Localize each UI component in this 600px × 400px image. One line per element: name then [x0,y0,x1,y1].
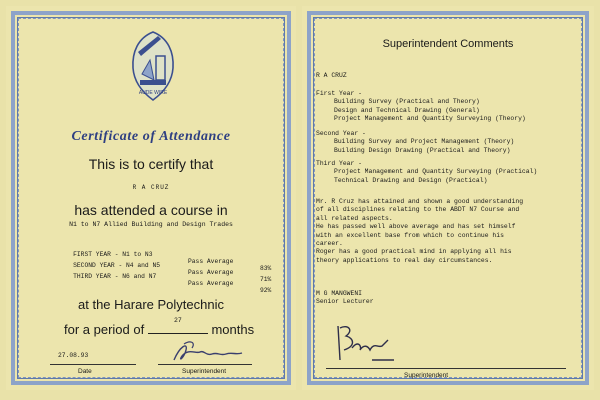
period-line [64,317,255,337]
period-value: 27 [173,317,182,324]
recipient-name: R A CRUZ [132,184,170,191]
pass-percent: 92% [260,287,272,294]
period-suffix: months [211,322,255,337]
signatory-title: Senior Lecturer [316,298,374,306]
subject-line: Building Survey and Project Management (Theory) [334,138,515,146]
paragraph-line: all related aspects. [316,214,393,222]
pass-percent: 83% [260,265,272,272]
paragraph-line: He has passed well above average and has set himself [316,223,516,231]
pass-average-label: Pass Average [188,258,234,265]
superintendent-signature-icon [166,336,246,366]
comments-title: Superintendent Comments [382,38,514,50]
senior-lecturer-signature-icon [328,320,396,364]
comments-recipient-name: R A CRUZ [316,72,347,79]
subject-line: Technical Drawing and Design (Practical) [334,176,488,184]
first-year-block [316,90,526,124]
first-year-heading: First Year - [316,90,363,97]
subject-line: Project Management and Quantity Surveying (Practical) [334,168,538,176]
institution-line: at the Harare Polytechnic [78,297,224,312]
certificate-panel [6,6,296,390]
paragraph-line: Mr. R Cruz has attained and shown a good understanding [316,198,524,205]
pass-average-label: Pass Average [188,280,234,287]
crest-emblem-icon [128,30,178,102]
date-label: Date [78,368,92,375]
comments-paragraph [316,198,523,265]
superintendent-label: Superintendent [182,368,227,375]
subject-line: Building Survey (Practical and Theory) [334,98,480,106]
crest-motto: AUDE WIRE [138,90,168,96]
paragraph-line: career. [316,240,343,248]
year-label: FIRST YEAR - N1 to N3 [73,251,153,258]
superintendent-signature-line-right [326,368,566,369]
pass-average-label: Pass Average [188,269,234,276]
paragraph-line: with an excellent base from which to continue his [316,231,504,239]
subject-line: Design and Technical Drawing (General) [334,106,480,114]
date-value: 27.08.93 [58,352,89,359]
second-year-heading: Second Year - [316,130,366,137]
signatory-name: M G MANGWENI [316,290,363,297]
period-blank [148,317,208,334]
paragraph-line: Roger has a good practical mind in applying all his [316,248,512,256]
comments-panel [302,6,594,390]
date-signature-line [50,364,136,365]
second-year-block [316,130,514,155]
paragraph-line: of all disciplines relating to the ABDT N7 Course and [316,206,520,214]
period-prefix: for a period of [64,322,145,337]
third-year-heading: Third Year - [316,160,363,167]
year-label: THIRD YEAR - N6 and N7 [73,273,157,280]
certify-line: This is to certify that [88,156,214,172]
subject-line: Building Design Drawing (Practical and Theory) [334,146,511,154]
pass-percent: 71% [260,276,272,283]
subject-line: Project Management and Quantity Surveying (Theory) [334,115,526,123]
paragraph-line: theory applications to real day circumstances. [316,256,493,264]
course-name: N1 to N7 Allied Building and Design Trades [69,221,233,228]
year-label: SECOND YEAR - N4 and N5 [73,262,161,269]
superintendent-label-right: Superintendent [404,372,449,379]
certificate-title: Certificate of Attendance [71,129,231,144]
signatory-block [316,290,374,307]
third-year-block [316,160,537,185]
attended-line: has attended a course in [74,202,228,218]
